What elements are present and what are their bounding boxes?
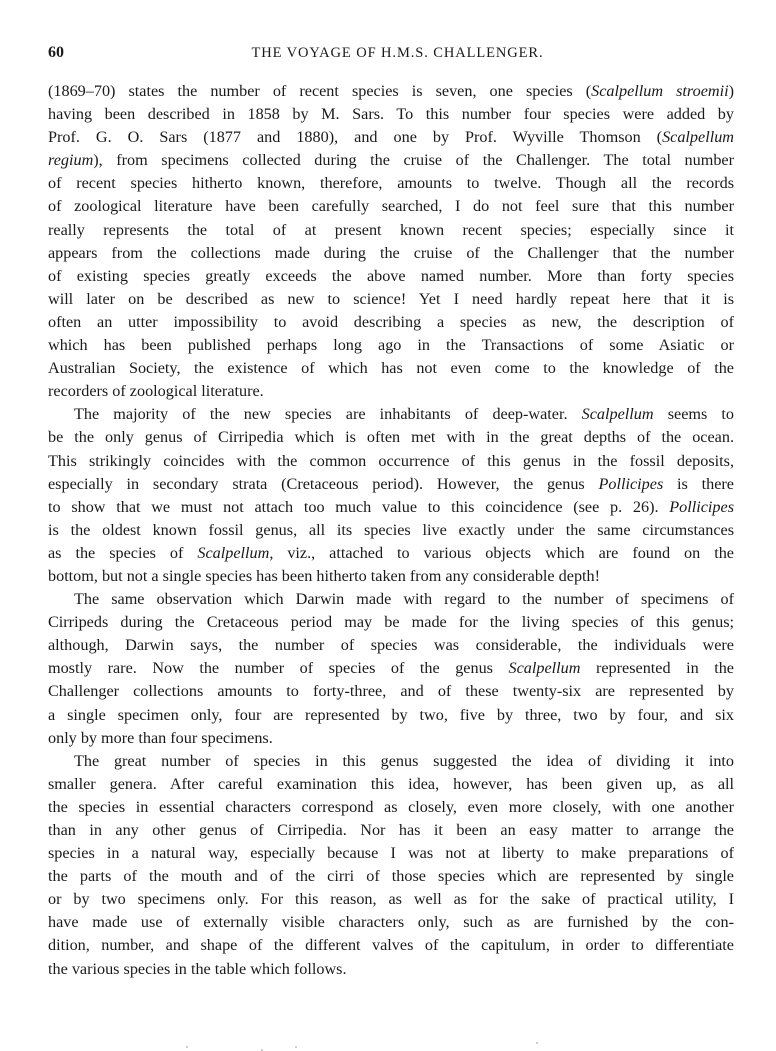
page-number: 60 bbox=[48, 44, 64, 61]
text-line: appears from the collections made during the cruise of the Challenger that the number bbox=[48, 243, 734, 262]
text-line: have made use of externally visible characters only, such as are furnished by the con- bbox=[48, 913, 734, 932]
text-line: mostly rare. Now the number of species of the genus Scalpellum represented in the bbox=[48, 659, 734, 678]
text-line: of recent species hitherto known, therefore, amounts to twelve. Though all the records bbox=[48, 174, 734, 193]
text-line: Australian Society, the existence of which has not even come to the knowledge of the bbox=[48, 359, 734, 378]
text-line: The same observation which Darwin made with regard to the number of specimens of bbox=[74, 590, 734, 609]
text-line: regium), from specimens collected during the cruise of the Challenger. The total number bbox=[48, 151, 734, 170]
text-line: The great number of species in this genus suggested the idea of dividing it into bbox=[74, 751, 734, 770]
running-title: THE VOYAGE OF H.M.S. CHALLENGER. bbox=[251, 45, 544, 61]
text-line: Prof. G. O. Sars (1877 and 1880), and one by Prof. Wyville Thomson (Scalpellum bbox=[48, 128, 734, 147]
text-line: only by more than four specimens. bbox=[48, 728, 273, 747]
paragraph-3 bbox=[48, 588, 734, 750]
text-line: species in a natural way, especially because I was not at liberty to make preparations of bbox=[48, 844, 734, 863]
running-header bbox=[48, 44, 733, 68]
taxon-name: regium bbox=[48, 151, 94, 170]
taxon-name: Pollicipes bbox=[669, 497, 734, 516]
text-line: dition, number, and shape of the different valves of the capitulum, in order to differentiate bbox=[48, 936, 734, 955]
text-line: Challenger collections amounts to forty-three, and of these twenty-six are represented by bbox=[48, 682, 734, 701]
text-line: The majority of the new species are inhabitants of deep-water. Scalpellum seems to bbox=[74, 405, 734, 424]
paragraph-4 bbox=[48, 750, 734, 981]
text-line: be the only genus of Cirripedia which is often met with in the great depths of the ocean. bbox=[48, 428, 734, 447]
text-line: of existing species greatly exceeds the above named number. More than forty species bbox=[48, 266, 734, 285]
taxon-name: Scalpellum bbox=[508, 659, 581, 678]
text-line: Cirripeds during the Cretaceous period may be made for the living species of this genus; bbox=[48, 613, 734, 632]
paragraph-2 bbox=[48, 403, 734, 588]
text-line: This strikingly coincides with the common occurrence of this genus in the fossil deposits, bbox=[48, 451, 734, 470]
text-line: to show that we must not attach too much value to this coincidence (see p. 26). Pollicipes bbox=[48, 497, 734, 516]
text-line: will later on be described as new to science! Yet I need hardly repeat here that it is bbox=[48, 289, 734, 308]
text-line: often an utter impossibility to avoid describing a species as new, the description of bbox=[48, 312, 734, 331]
body-text bbox=[48, 80, 734, 981]
taxon-name: Scalpellum bbox=[581, 405, 654, 424]
text-line: a single specimen only, four are represented by two, five by three, two by four, and six bbox=[48, 705, 734, 724]
text-line: which has been published perhaps long ago in the Transactions of some Asiatic or bbox=[48, 336, 734, 355]
text-line: the species in essential characters correspond as closely, even more closely, with one another bbox=[48, 797, 734, 816]
text-line: really represents the total of at present known recent species; especially since it bbox=[48, 220, 734, 239]
taxon-name: Pollicipes bbox=[598, 474, 664, 493]
speck bbox=[536, 1042, 538, 1044]
speck bbox=[295, 1046, 297, 1048]
text-line: than in any other genus of Cirripedia. Nor has it been an easy matter to arrange the bbox=[48, 821, 734, 839]
text-line: especially in secondary strata (Cretaceous period). However, the genus Pollicipes is there bbox=[48, 474, 734, 493]
text-line: or by two specimens only. For this reason, as well as for the sake of practical utility, I bbox=[48, 890, 734, 909]
text-line: (1869–70) states the number of recent species is seven, one species (Scalpellum stroemii) bbox=[48, 82, 734, 100]
text-line: smaller genera. After careful examination this idea, however, has been given up, as all bbox=[48, 774, 734, 793]
paragraph-1 bbox=[48, 80, 734, 403]
text-line: is the oldest known fossil genus, all its species live exactly under the same circumstances bbox=[48, 520, 734, 539]
taxon-name: Scalpellum bbox=[197, 543, 270, 562]
text-line: of zoological literature have been carefully searched, I do not feel sure that this number bbox=[48, 197, 734, 216]
taxon-name: Scalpellum stroemii bbox=[591, 82, 729, 100]
text-line: the parts of the mouth and of the cirri of those species which are represented by single bbox=[48, 867, 734, 886]
text-line: the various species in the table which follows. bbox=[48, 959, 347, 978]
text-line: as the species of Scalpellum, viz., attached to various objects which are found on the bbox=[48, 543, 734, 562]
text-line: recorders of zoological literature. bbox=[48, 382, 264, 401]
text-line: having been described in 1858 by M. Sars. To this number four species were added by bbox=[48, 105, 734, 124]
taxon-name: Scalpellum bbox=[662, 128, 734, 147]
speck bbox=[186, 1046, 188, 1048]
text-line: bottom, but not a single species has been hitherto taken from any considerable depth! bbox=[48, 566, 601, 585]
text-line: although, Darwin says, the number of species was considerable, the individuals were bbox=[48, 636, 734, 655]
